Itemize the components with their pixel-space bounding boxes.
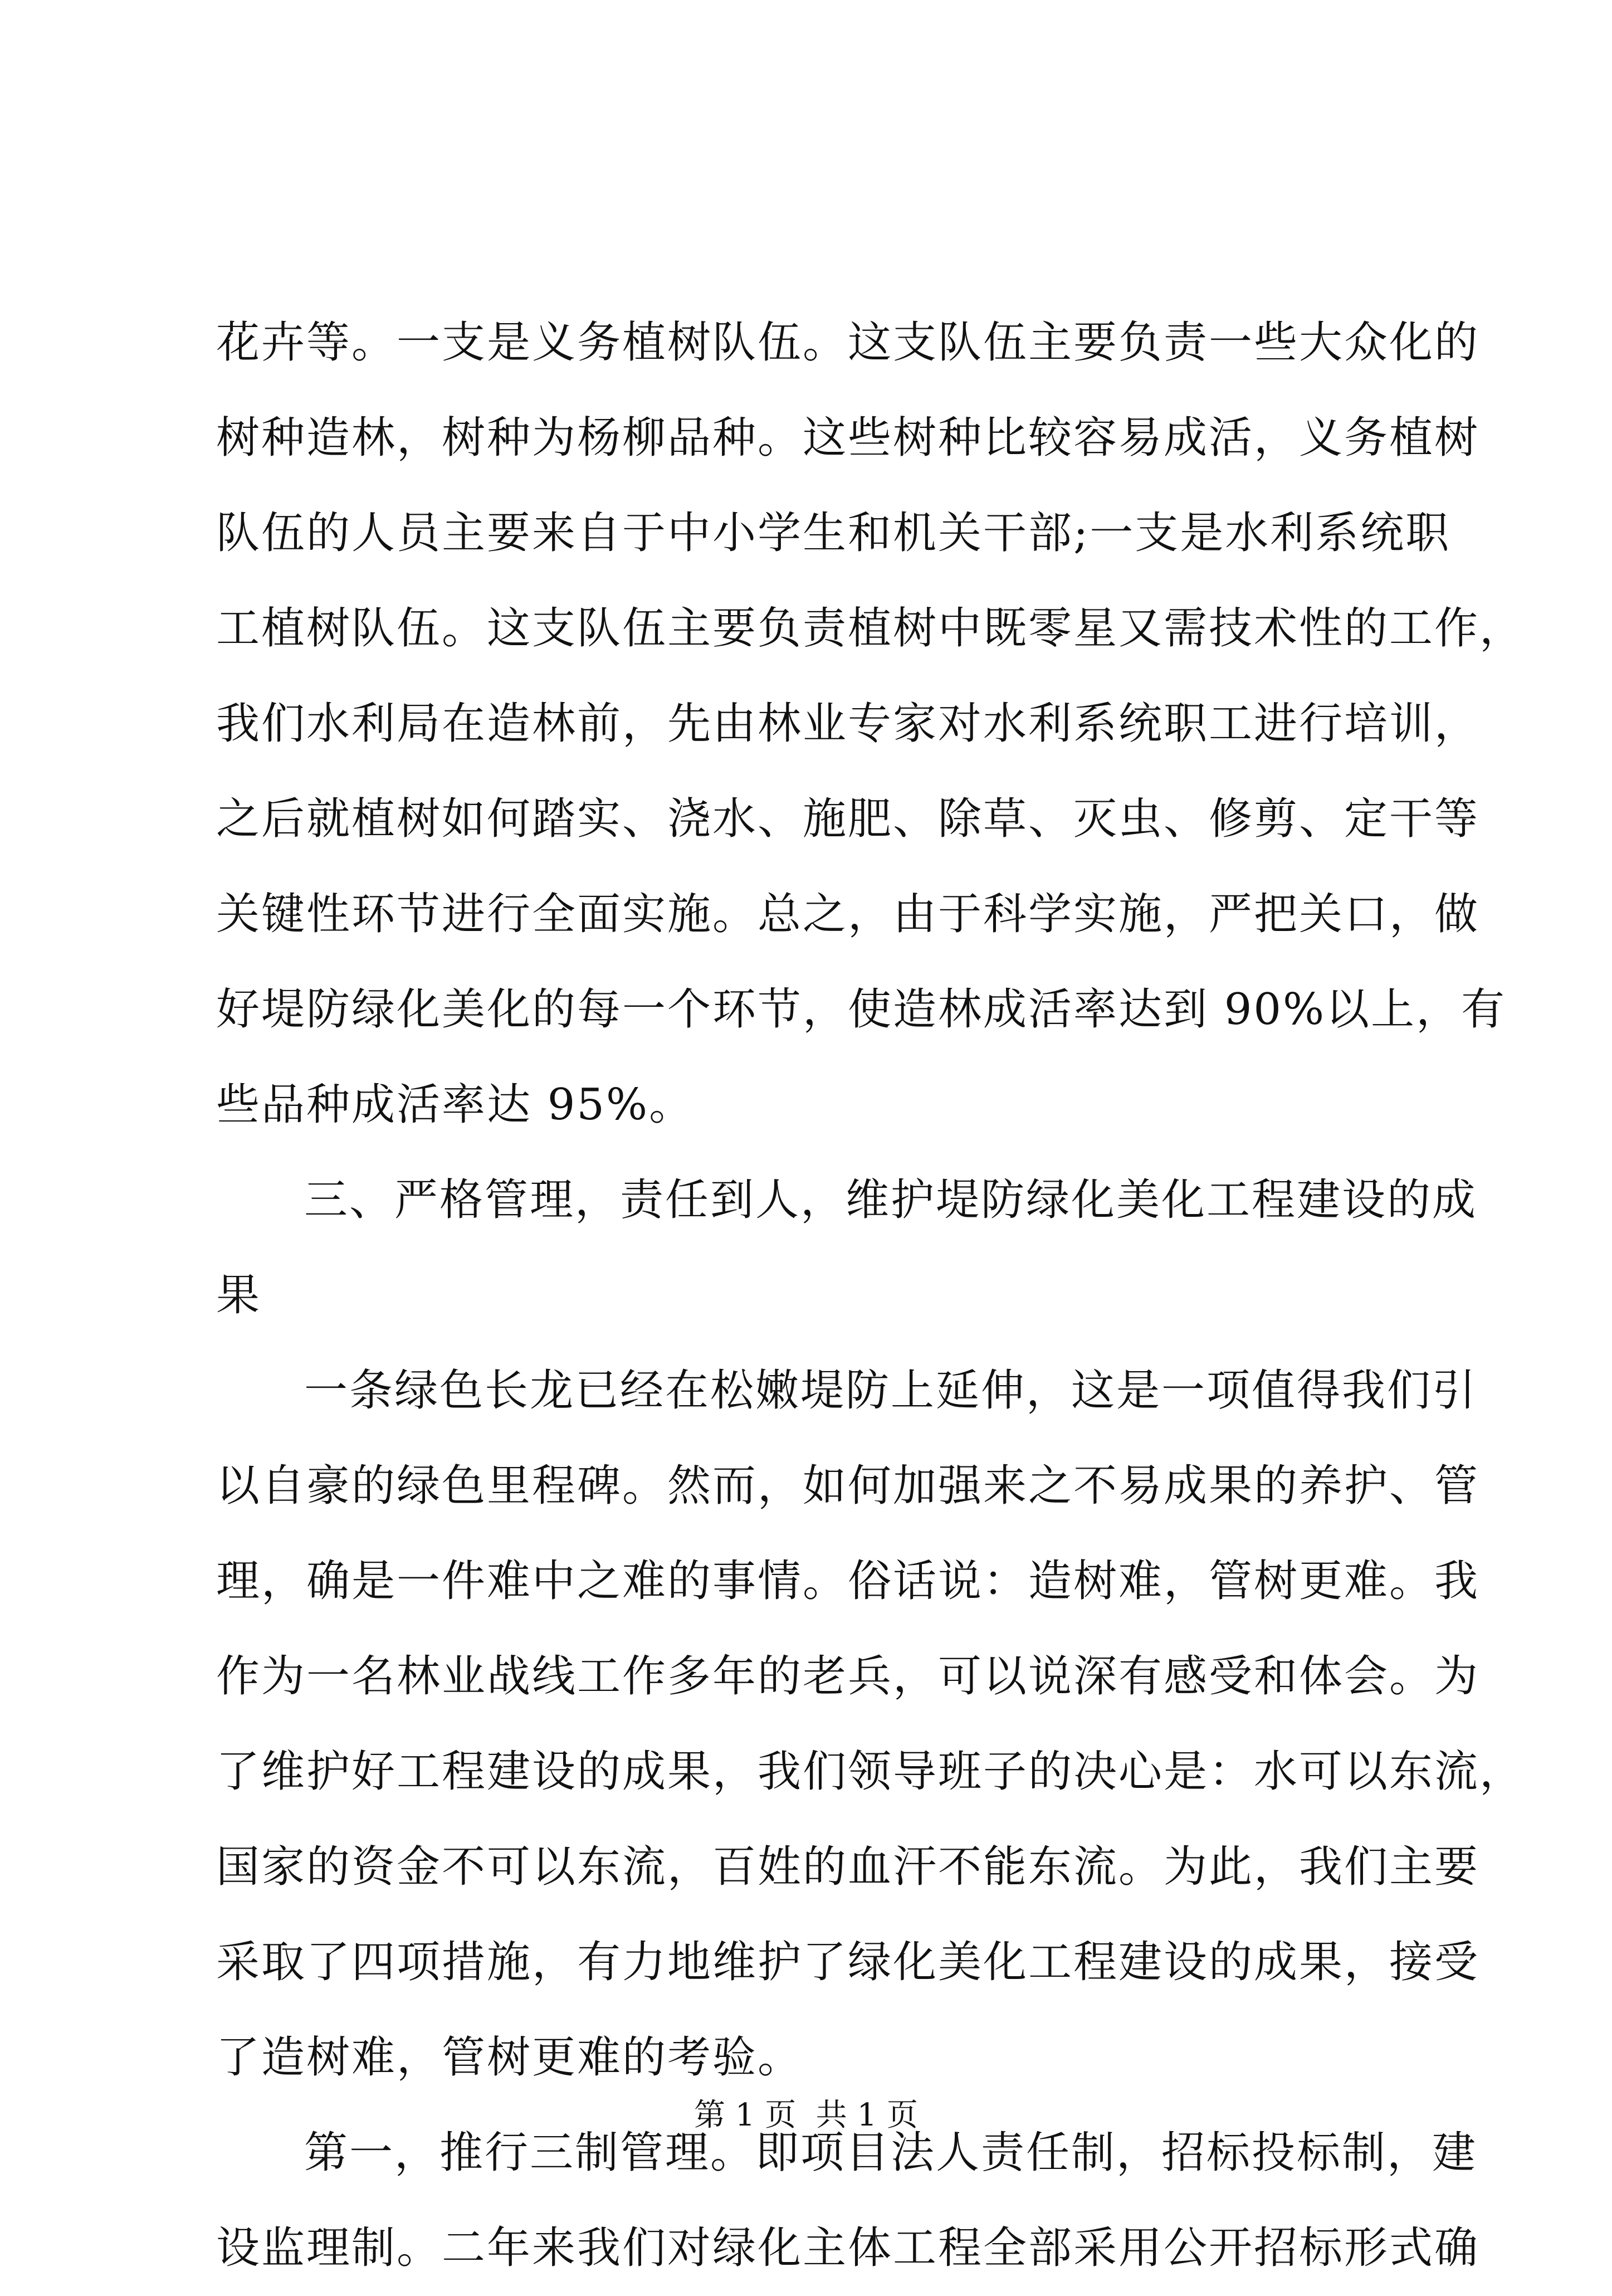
- text-line: 队伍的人员主要来自于中小学生和机关干部;一支是水利系统职: [216, 508, 1451, 558]
- text-line: 作为一名林业战线工作多年的老兵，可以说深有感受和体会。为: [216, 1651, 1480, 1702]
- text-line: 国家的资金不可以东流，百姓的血汗不能东流。为此，我们主要: [216, 1842, 1480, 1892]
- text-line: 设监理制。二年来我们对绿化主体工程全部采用公开招标形式确: [216, 2223, 1480, 2273]
- text-line: 好堤防绿化美化的每一个环节，使造林成活率达到 90%以上，有: [216, 984, 1507, 1035]
- text-line: 些品种成活率达 95%。: [216, 1080, 695, 1130]
- section-heading-line: 三、严格管理，责任到人，维护堤防绿化美化工程建设的成: [304, 1175, 1478, 1225]
- text-line: 理，确是一件难中之难的事情。俗话说：造树难，管树更难。我: [216, 1556, 1480, 1606]
- text-line: 采取了四项措施，有力地维护了绿化美化工程建设的成果，接受: [216, 1937, 1480, 1987]
- text-line: 了造树难，管树更难的考验。: [216, 2032, 803, 2083]
- text-line: 花卉等。一支是义务植树队伍。这支队伍主要负责一些大众化的: [216, 318, 1480, 368]
- text-line: 第一，推行三制管理。即项目法人责任制，招标投标制，建: [304, 2128, 1478, 2178]
- text-line: 工植树队伍。这支队伍主要负责植树中既零星又需技术性的工作，: [216, 603, 1525, 654]
- section-heading-line: 果: [216, 1270, 262, 1320]
- page-number-footer: 第 1 页 共 1 页: [693, 2097, 919, 2133]
- text-line: 一条绿色长龙已经在松嫩堤防上延伸，这是一项值得我们引: [304, 1366, 1478, 1416]
- text-line: 之后就植树如何踏实、浇水、施肥、除草、灭虫、修剪、定干等: [216, 794, 1480, 844]
- text-line: 了维护好工程建设的成果，我们领导班子的决心是：水可以东流，: [216, 1747, 1525, 1797]
- text-line: 关键性环节进行全面实施。总之，由于科学实施，严把关口，做: [216, 889, 1480, 939]
- text-line: 树种造林，树种为杨柳品种。这些树种比较容易成活，义务植树: [216, 413, 1480, 463]
- text-line: 以自豪的绿色里程碑。然而，如何加强来之不易成果的养护、管: [216, 1461, 1480, 1511]
- text-line: 我们水利局在造林前，先由林业专家对水利系统职工进行培训，: [216, 699, 1480, 749]
- document-body: [216, 295, 1525, 2296]
